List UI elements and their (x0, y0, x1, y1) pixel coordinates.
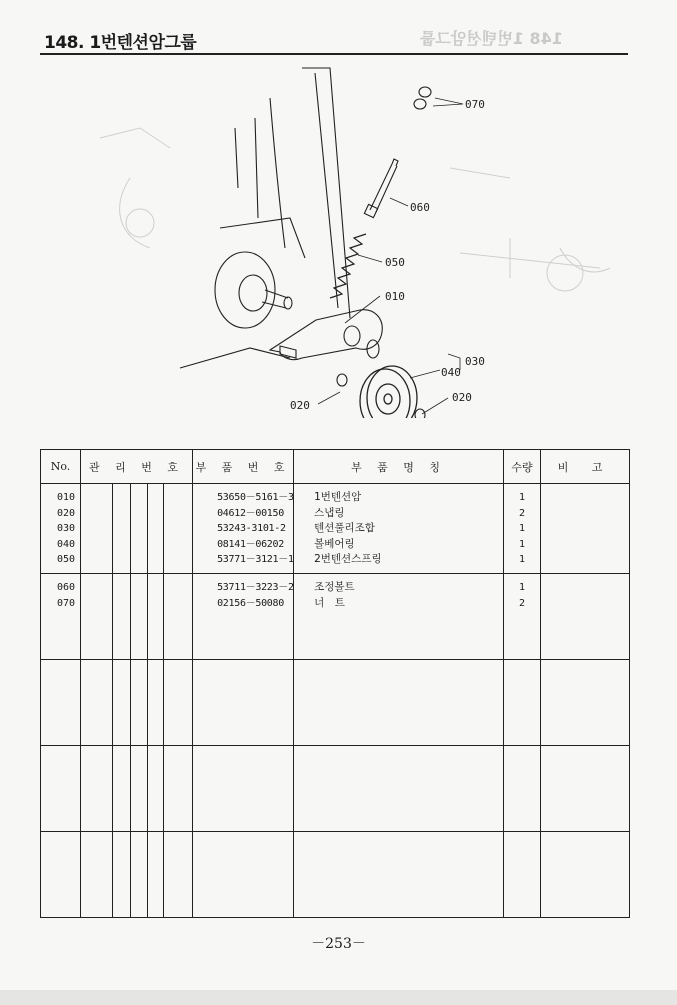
callout-label: 040 (441, 366, 461, 379)
table-row (41, 660, 630, 746)
mgmt-cell (164, 574, 193, 660)
header-part-number: 부 품 번 호 (193, 450, 294, 484)
part-number: 08141－06202 (217, 538, 284, 550)
cell-no (41, 574, 81, 660)
part-name: 텐션풀리조합 (314, 522, 375, 535)
part-quantity: 1 (519, 523, 526, 535)
mgmt-cell (81, 574, 113, 660)
page-title: 148. 1번텐션암그룹 (44, 33, 197, 53)
part-name: 볼베어링 (314, 537, 355, 550)
tension-arm-part (270, 310, 382, 360)
part-quantity: 1 (519, 538, 526, 550)
part-no: 010 (57, 492, 76, 503)
bleed-through-drawing (100, 128, 610, 291)
part-name: 2번텐션스프링 (314, 553, 382, 566)
table-row (41, 746, 630, 832)
mgmt-cell (148, 574, 164, 660)
part-name: 1번텐션암 (314, 491, 362, 503)
header-no: No. (41, 450, 81, 484)
scan-edge (0, 990, 677, 1005)
part-no: 040 (57, 538, 76, 550)
part-number: 04612－00150 (217, 507, 284, 519)
cell-remarks (541, 484, 630, 574)
mounting-plate (215, 252, 292, 328)
header-quantity: 수량 (504, 450, 541, 484)
callout-label: 050 (385, 256, 405, 269)
table-row (41, 832, 630, 918)
cell-part-name (294, 484, 504, 574)
part-quantity: 2 (519, 507, 526, 519)
cell-part-number (193, 574, 294, 660)
part-number: 53243-3101-2 (217, 523, 286, 535)
bleed-through-title: 148 1번텐션암그룹 (420, 29, 563, 48)
adjusting-bolt-part (364, 159, 398, 218)
part-name: 스냅링 (314, 506, 345, 519)
mgmt-cell (131, 484, 148, 574)
callout-label: 010 (385, 290, 405, 303)
mgmt-cell (131, 574, 148, 660)
table-row (41, 574, 630, 660)
cell-part-name (294, 574, 504, 660)
cell-part-number (193, 484, 294, 574)
cell-quantity (504, 484, 541, 574)
part-quantity: 1 (519, 582, 526, 593)
tension-pulley-part (360, 366, 417, 418)
part-no: 070 (57, 597, 76, 609)
tension-arm-exploded-diagram (40, 58, 630, 418)
mgmt-cell (148, 484, 164, 574)
mgmt-cell (81, 484, 113, 574)
cell-remarks (541, 574, 630, 660)
part-number: 53711－3223－2 (217, 582, 294, 593)
callout-label: 070 (465, 98, 485, 111)
mgmt-cell (113, 484, 131, 574)
header-remarks: 비 고 (541, 450, 630, 484)
frame-lines (180, 68, 350, 368)
part-quantity: 1 (519, 492, 526, 503)
part-number: 53771－3121－1 (217, 554, 294, 566)
part-number: 53650－5161－3 (217, 492, 294, 503)
callout-label: 020 (452, 391, 472, 404)
mgmt-cell (113, 574, 131, 660)
part-name: 조정볼트 (314, 581, 355, 593)
mgmt-cell (164, 484, 193, 574)
part-quantity: 2 (519, 597, 526, 609)
part-quantity: 1 (519, 554, 526, 566)
cell-quantity (504, 574, 541, 660)
part-no: 050 (57, 554, 76, 566)
part-no: 020 (57, 507, 76, 519)
table-header-row (41, 450, 630, 484)
page-number: －253－ (311, 936, 366, 952)
cell-no (41, 484, 81, 574)
parts-list-table (40, 449, 630, 918)
nut-parts (414, 87, 431, 109)
part-no: 060 (57, 582, 76, 593)
title-divider (40, 53, 628, 55)
part-name: 너 트 (314, 596, 345, 609)
callout-label: 060 (410, 201, 430, 214)
part-number: 02156－50080 (217, 597, 284, 609)
callout-label: 020 (290, 399, 310, 412)
header-management-no: 관 리 번 호 (81, 450, 193, 484)
header-part-name: 부 품 명 칭 (294, 450, 504, 484)
table-row (41, 484, 630, 574)
callout-label: 030 (465, 355, 485, 368)
part-no: 030 (57, 523, 76, 535)
